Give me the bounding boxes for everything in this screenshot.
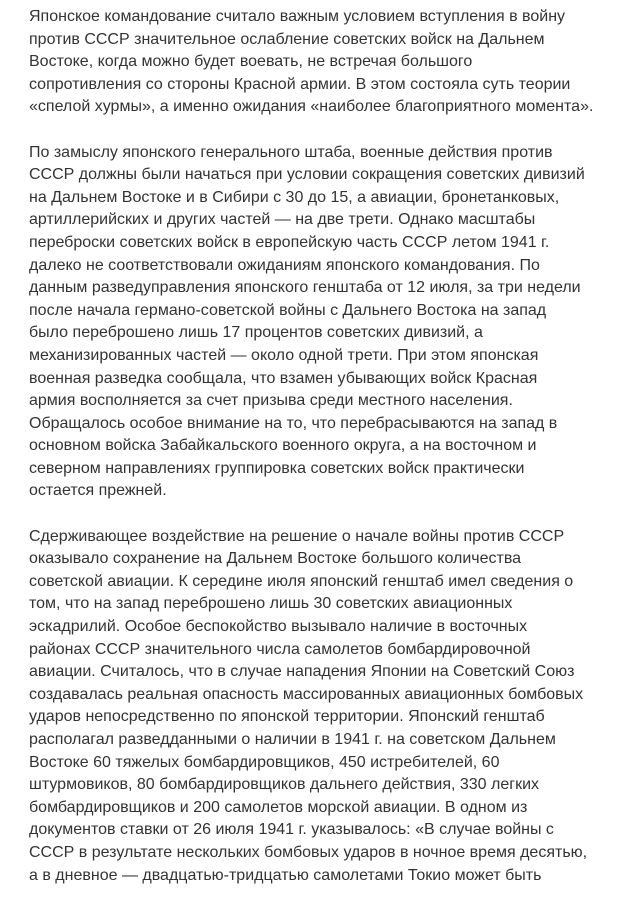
text-line: Сдерживающее воздействие на решение о начале войны против СССР (29, 527, 565, 545)
text-line: Востоке 60 тяжелых бомбардировщиков, 450 истребителей, 60 (29, 753, 500, 771)
text-line: сопротивления со стороны Красной армии. В этом состояла суть теории (29, 75, 571, 93)
text-line: на Дальнем Востоке и в Сибири с 30 до 15, а авиации, бронетанковых, (29, 188, 560, 206)
text-line: переброски советских войск в европейскую часть СССР летом 1941 г. (29, 233, 550, 251)
text-line: оказывало сохранение на Дальнем Востоке большого количества (29, 550, 522, 568)
text-line: советской авиации. К середине июля японский генштаб имел сведения о (29, 572, 574, 590)
text-line: против СССР значительное ослабление советских войск на Дальнем (29, 30, 545, 48)
article-body (29, 6, 607, 910)
text-line: штурмовиков, 80 бомбардировщиков дальнего действия, 330 легких (29, 776, 540, 794)
text-line: остается прежней. (29, 482, 167, 500)
text-line: «спелой хурмы», а именно ожидания «наиболее благоприятного момента». (29, 98, 594, 116)
text-line: было переброшено лишь 17 процентов советских дивизий, а (29, 324, 483, 342)
text-line: основном войска Забайкальского военного округа, а на восточном и (29, 437, 537, 455)
text-line: создавалась реальная опасность массированных авиационных бомбовых (29, 685, 584, 703)
text-line: ударов непосредственно по японской территории. Японский генштаб (29, 708, 545, 726)
text-line: Востоке, когда можно будет воевать, не встречая большого (29, 53, 473, 71)
text-line: после начала германо-советской войны с Дальнего Востока на запад (29, 301, 547, 319)
text-line: документов ставки от 26 июля 1941 г. указывалось: «В случае войны с (29, 821, 554, 839)
text-line: располагал разведданными о наличии в 1941 г. на советском Дальнем (29, 731, 556, 748)
paragraph-2 (29, 142, 607, 504)
text-line: эскадрилий. Особое беспокойство вызывало наличие в восточных (29, 618, 528, 636)
text-line: СССР должны были начаться при условии сокращения советских дивизий (29, 166, 585, 184)
text-line: авиации. Считалось, что в случае нападения Японии на Советский Союз (29, 663, 575, 681)
text-line: Японское командование считало важным условием вступления в войну (29, 8, 566, 25)
text-line: далеко не соответствовали ожиданиям японского командования. По (29, 256, 540, 274)
text-line: СССР в результате нескольких бомбовых ударов в ночное время десятью, (29, 843, 588, 861)
text-line: По замыслу японского генерального штаба, военные действия против (29, 143, 553, 161)
text-line: районах СССР значительного числа самолетов бомбардировочной (29, 640, 531, 658)
paragraph-3 (29, 526, 607, 888)
text-line: армия восполняется за счет призыва среди местного населения. (29, 392, 513, 410)
text-line: бомбардировщиков и 200 самолетов морской авиации. В одном из (29, 798, 528, 816)
text-line: а в дневное — двадцатью-тридцатью самолетами Токио может быть (29, 866, 542, 884)
text-line: механизированных частей — около одной трети. При этом японская (29, 346, 539, 364)
text-line: Обращалось особое внимание на то, что перебрасываются на запад в (29, 414, 558, 432)
text-line: военная разведка сообщала, что взамен убывающих войск Красная (29, 369, 538, 387)
text-line: северном направлениях группировка советских войск практически (29, 459, 525, 477)
text-line: том, что на запад переброшено лишь 30 советских авиационных (29, 595, 513, 613)
paragraph-1 (29, 6, 607, 119)
text-line: артиллерийских и других частей — на две трети. Однако масштабы (29, 211, 536, 229)
text-line: данным разведуправления японского генштаба от 12 июля, за три недели (29, 279, 581, 297)
